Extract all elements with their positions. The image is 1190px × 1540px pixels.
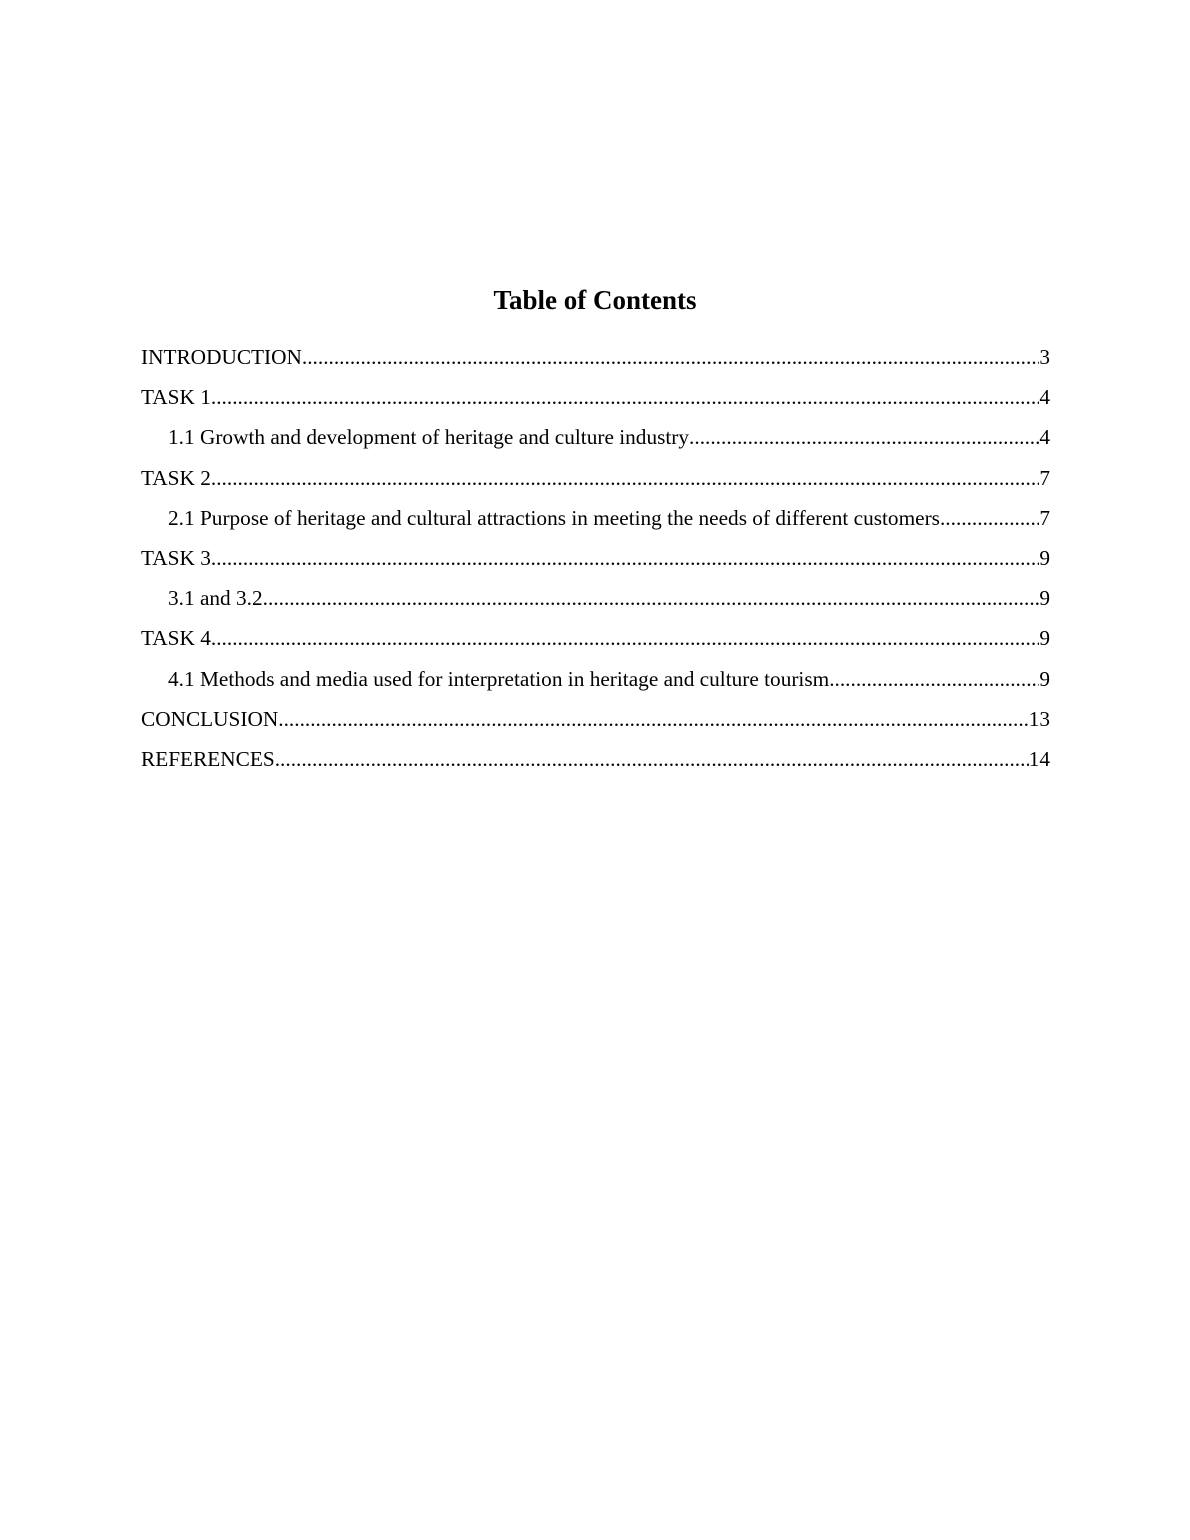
toc-entry-label: TASK 3	[141, 545, 211, 570]
toc-dot-leader	[278, 701, 1028, 737]
toc-dot-leader	[211, 540, 1039, 576]
toc-entry-label: 4.1 Methods and media used for interpretation in heritage and culture tourism	[168, 666, 830, 691]
toc-page-number: 4	[1039, 425, 1050, 450]
toc-entry-task-2[interactable]	[141, 460, 1050, 500]
toc-dot-leader	[302, 339, 1039, 375]
toc-dot-leader	[211, 460, 1039, 496]
toc-dot-leader	[263, 580, 1040, 616]
toc-dot-leader	[829, 661, 1039, 697]
toc-list	[141, 339, 1050, 781]
toc-dot-leader	[940, 500, 1039, 536]
toc-entry-3-1-and-3-2[interactable]	[141, 580, 1050, 620]
toc-entry-task-1[interactable]	[141, 379, 1050, 419]
toc-page-number: 9	[1039, 626, 1050, 651]
toc-page-number: 9	[1039, 586, 1050, 611]
toc-page-number: 9	[1039, 666, 1050, 691]
toc-page-number: 13	[1028, 706, 1050, 731]
toc-entry-label: TASK 2	[141, 465, 211, 490]
toc-entry-conclusion[interactable]	[141, 701, 1050, 741]
toc-entry-label: 3.1 and 3.2	[168, 586, 263, 611]
toc-entry-task-4[interactable]	[141, 620, 1050, 660]
toc-entry-label: TASK 1	[141, 385, 211, 410]
toc-dot-leader	[211, 379, 1039, 415]
toc-entry-references[interactable]	[141, 741, 1050, 781]
toc-entry-label: CONCLUSION	[141, 706, 279, 731]
toc-entry-introduction[interactable]	[141, 339, 1050, 379]
toc-page-number: 7	[1039, 505, 1050, 530]
toc-title: Table of Contents	[493, 285, 697, 315]
toc-dot-leader	[211, 620, 1039, 656]
toc-page-number: 9	[1039, 545, 1050, 570]
toc-entry-2-1[interactable]	[141, 500, 1050, 540]
toc-page-number: 3	[1039, 345, 1050, 369]
toc-page-number: 7	[1039, 465, 1050, 490]
toc-entry-4-1[interactable]	[141, 661, 1050, 701]
toc-dot-leader	[275, 741, 1029, 777]
toc-dot-leader	[689, 419, 1039, 455]
toc-entry-label: TASK 4	[141, 626, 211, 651]
toc-entry-label: REFERENCES	[141, 746, 275, 771]
toc-page-number: 14	[1028, 746, 1050, 771]
toc-entry-label: 2.1 Purpose of heritage and cultural attractions in meeting the needs of different customers	[168, 505, 940, 530]
toc-entry-1-1[interactable]	[141, 419, 1050, 459]
toc-page-number: 4	[1039, 385, 1050, 410]
toc-entry-task-3[interactable]	[141, 540, 1050, 580]
toc-entry-label: INTRODUCTION	[141, 345, 302, 369]
toc-entry-label: 1.1 Growth and development of heritage and culture industry	[168, 425, 690, 450]
